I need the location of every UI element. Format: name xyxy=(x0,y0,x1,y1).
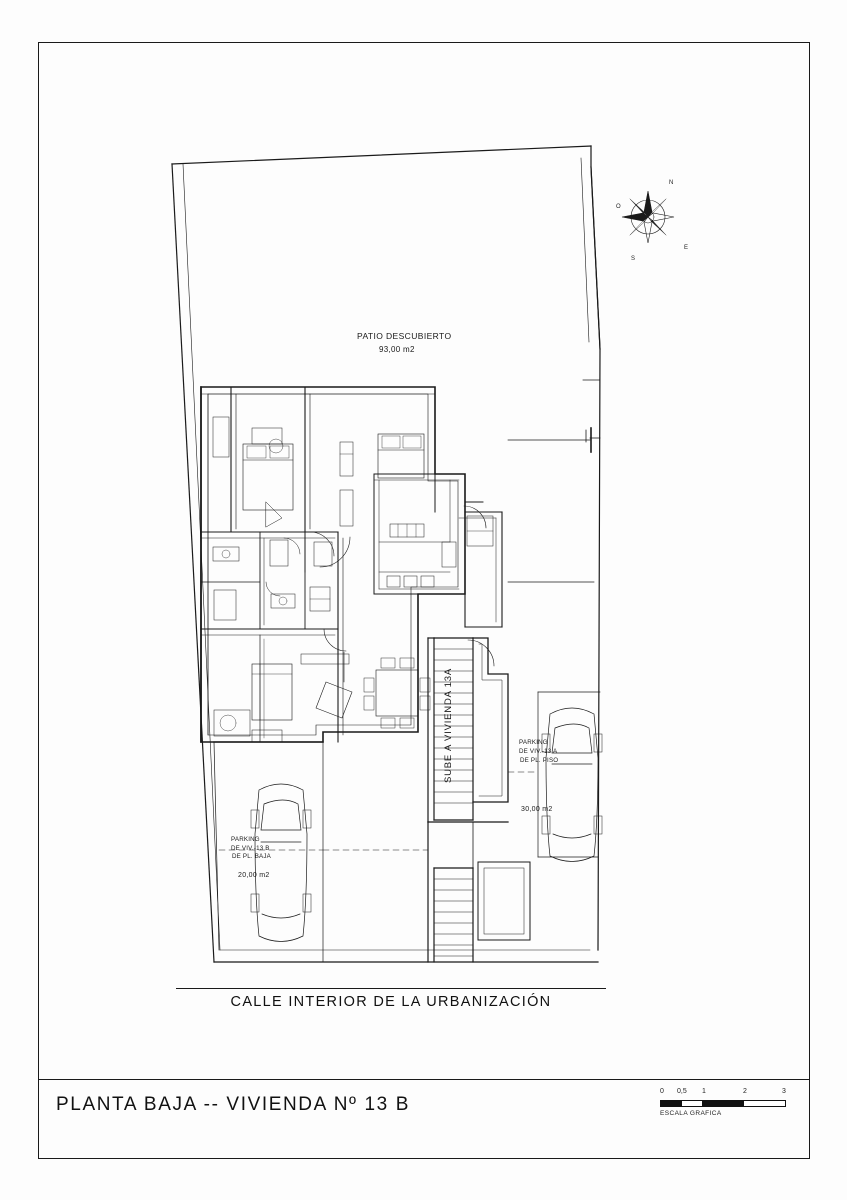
compass-east-label: E xyxy=(684,245,689,251)
compass-west-label: O xyxy=(616,204,621,210)
parking-high-label-line3: DE PL. PISO xyxy=(520,757,559,764)
street-rule xyxy=(176,988,606,989)
floor-plan-drawing xyxy=(38,42,810,1079)
scale-caption: ESCALA GRAFICA xyxy=(660,1110,722,1117)
parking-high-label-line2: DE VIV.-13 A xyxy=(519,748,558,755)
scale-tick-2: 1 xyxy=(702,1088,706,1095)
parking-high-area: 30,00 m2 xyxy=(521,806,553,813)
scale-bar-graphic xyxy=(660,1100,786,1107)
patio-label: PATIO DESCUBIERTO xyxy=(357,331,452,341)
compass-south-label: S xyxy=(631,256,636,262)
parking-low-label-line3: DE PL. BAJA xyxy=(232,853,271,860)
compass-north-label: N xyxy=(669,180,674,186)
title-block-divider xyxy=(38,1079,810,1080)
patio-area: 93,00 m2 xyxy=(379,345,415,354)
parking-low-label-line1: PARKING xyxy=(231,836,260,843)
stair-direction-label: SUBE A VIVIENDA 13A xyxy=(443,668,454,784)
parking-high-label-line1: PARKING xyxy=(519,739,548,746)
scale-tick-labels xyxy=(660,1088,790,1100)
page-title: PLANTA BAJA -- VIVIENDA Nº 13 B xyxy=(56,1094,410,1115)
scale-tick-3: 2 xyxy=(743,1088,747,1095)
scale-tick-1: 0,5 xyxy=(677,1088,687,1095)
scale-tick-0: 0 xyxy=(660,1088,664,1095)
street-caption: CALLE INTERIOR DE LA URBANIZACIÓN xyxy=(230,994,552,1010)
parking-low-area: 20,00 m2 xyxy=(238,872,270,879)
graphic-scale xyxy=(660,1088,790,1117)
scale-tick-4: 3 xyxy=(782,1088,786,1095)
parking-low-label-line2: DE VIV.-13 B xyxy=(231,845,270,852)
